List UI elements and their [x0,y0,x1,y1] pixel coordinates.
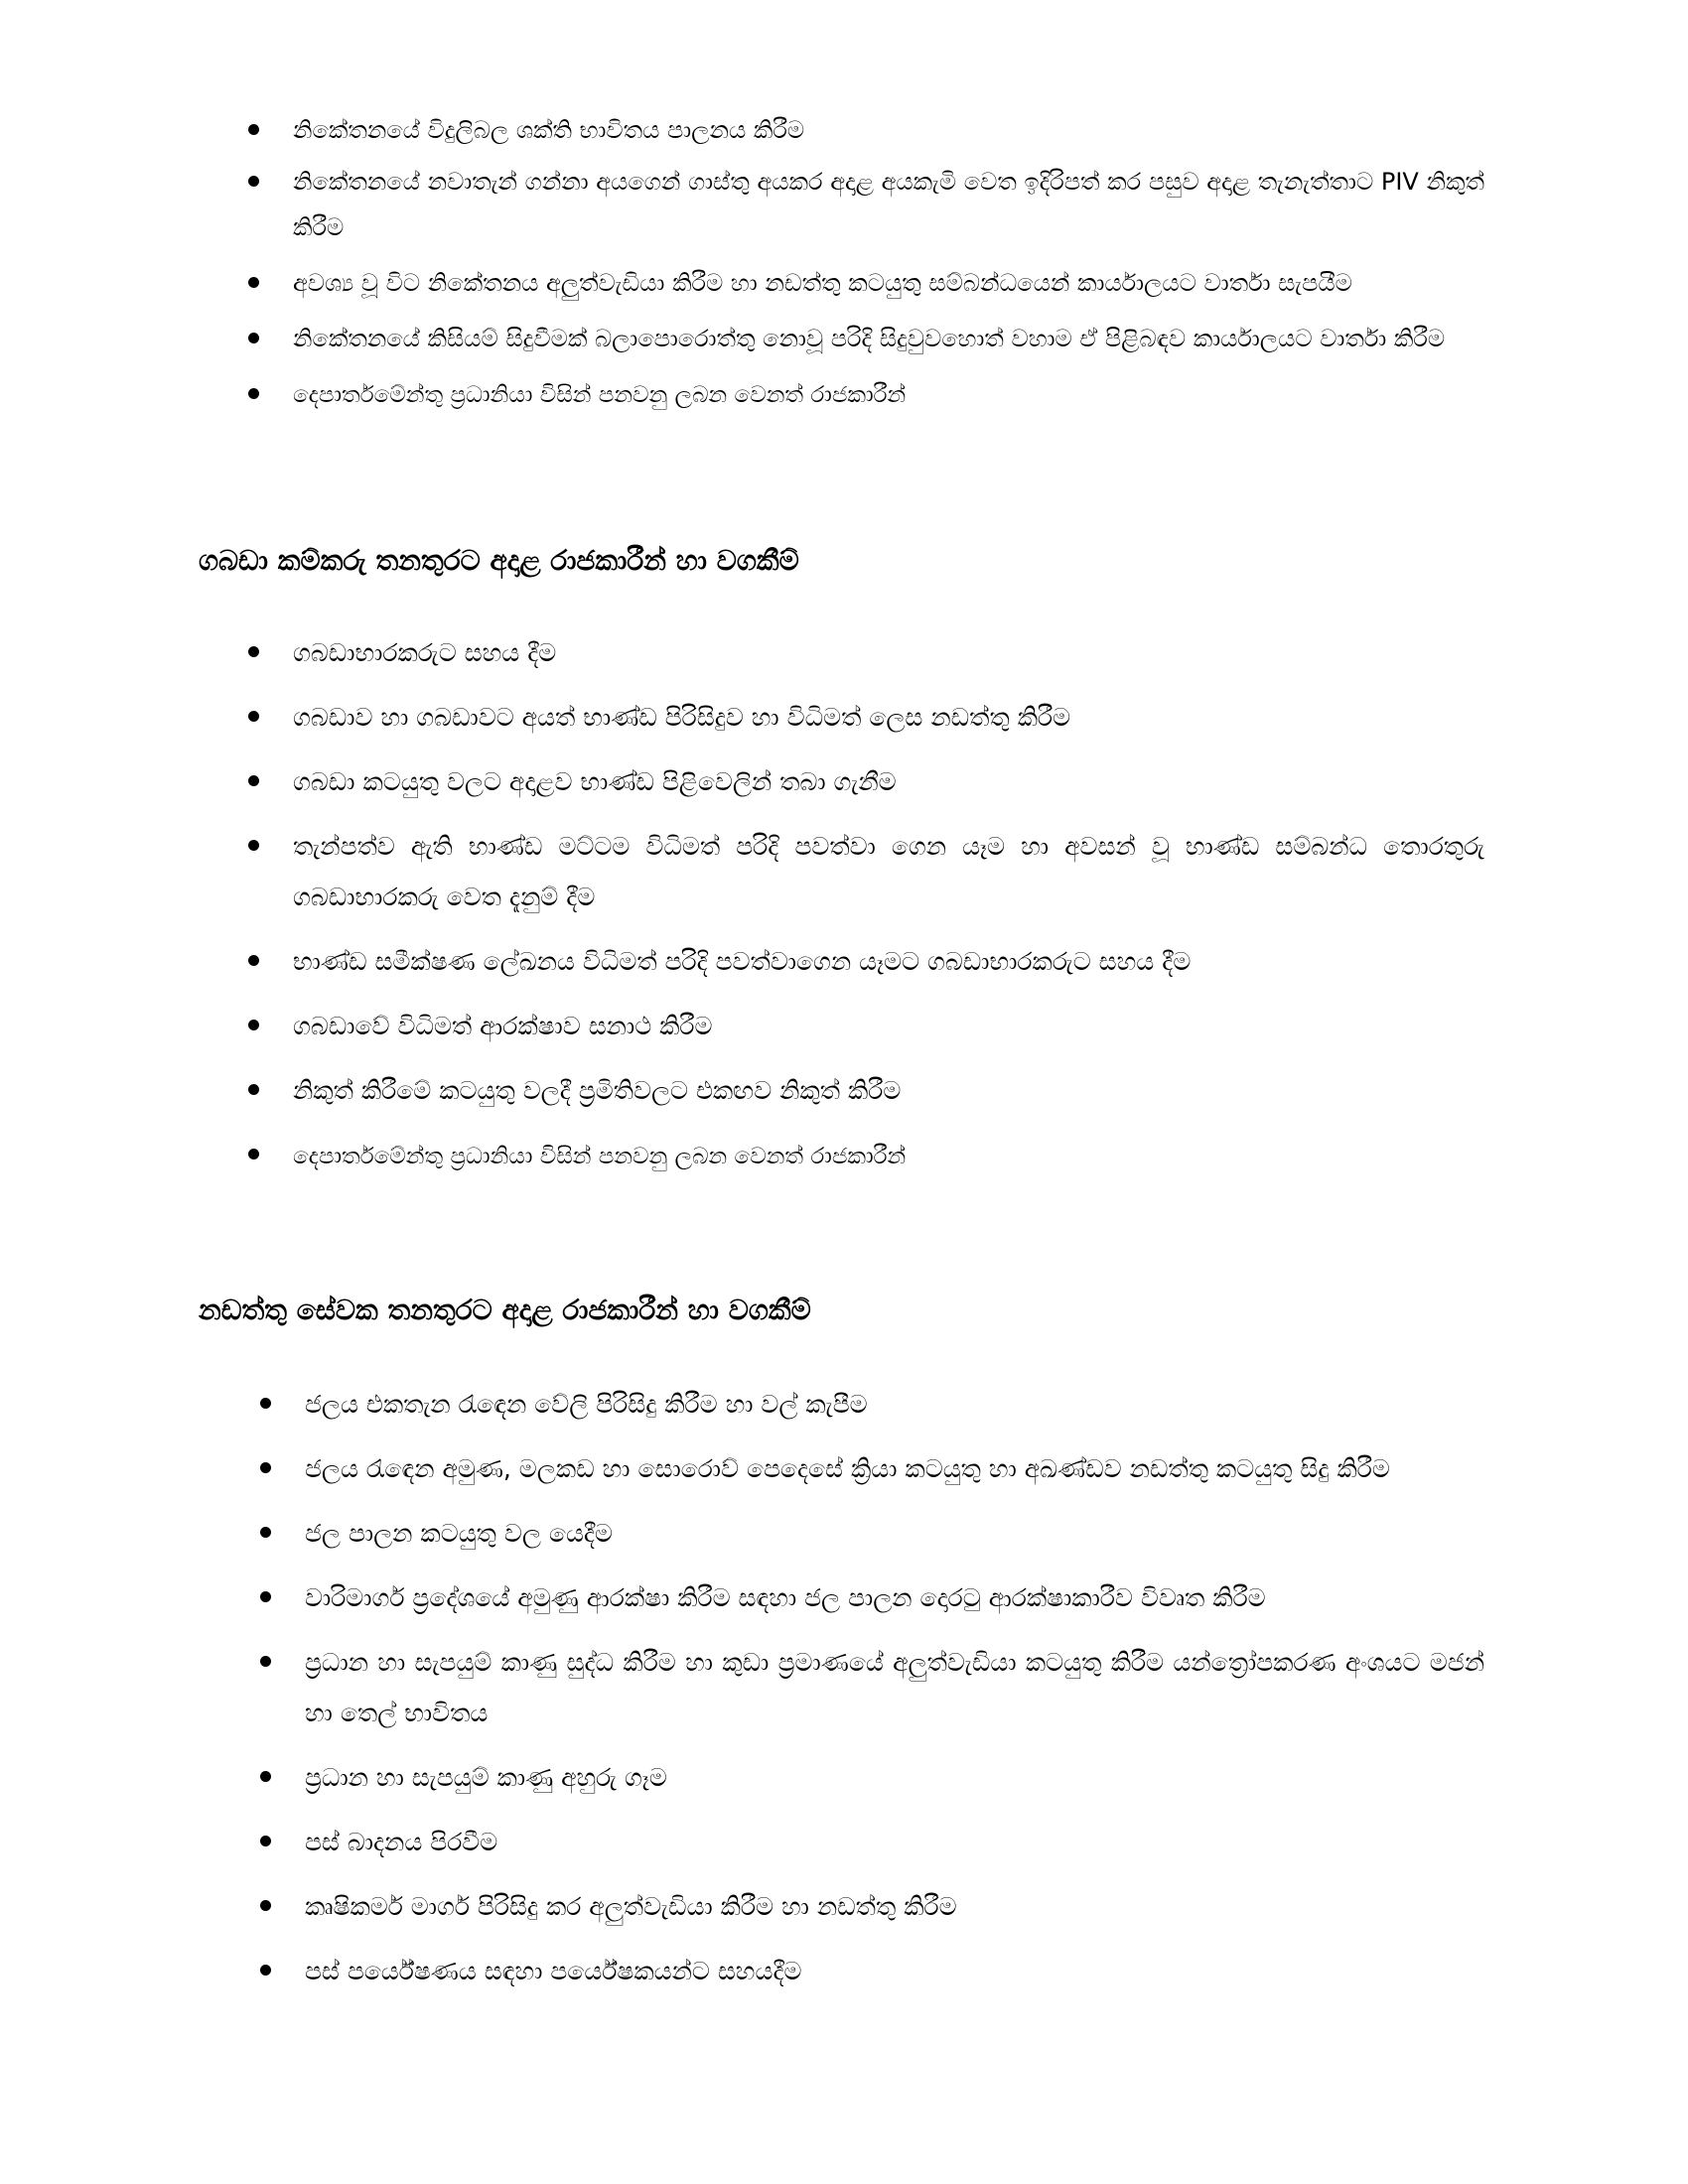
list-item-text: ජල පාලන කටයුතු වල යෙදීම [305,1519,613,1548]
list-item-text: ප්‍රධාන හා සැපයුම් කාණු සුද්ධ කිරීම හා කුඩා ප්‍රමාණයේ අලුත්වැඩියා කටයුතු කිරීම යන්ත්‍රෝපකරණ අංශයට මජන් හා තෙල් භාවිතය [305,1648,1484,1727]
list-item [248,1130,1484,1182]
list-item-text: නිකේතනයේ කිසියම් සිදුවීමක් බලාපොරොත්තු නොවූ පරිදි සිදුවුවහොත් වහාම ඒ පිළිබඳව කාර්යාලයට වාර්තා කිරීම [293,325,1446,352]
list-item [248,936,1484,987]
list-item-text: අවශ්‍ය වූ විට නිකේතනය අලුත්වැඩියා කිරීම හා නඩත්තු කටයුතු සම්බන්ධයෙන් කාර්යාලයට වාර්තා සැපයීම [293,269,1352,297]
list-item [260,1881,1484,1932]
list-item-text: කෘෂිකර්ම මාර්ග පිරිසිදු කර අලුත්වැඩියා කිරීම හා නඩත්තු කිරීම [305,1892,957,1921]
list-item-text: ප්‍රධාන හා සැපයුම් කාණු අහුරු ගෑම [305,1763,667,1792]
list-item-text: ජලය රැඳෙන අමුණ, මලකඩ හා සොරොව් පෙදෙසේ ක්‍රියා කටයුතු හා අඛණ්ඩව නඩත්තු කටයුතු සිදු කිරීම [305,1454,1390,1483]
list-item [248,756,1484,807]
list-item [248,627,1484,678]
bullet-icon [248,124,259,135]
list-item [260,1572,1484,1623]
bullet-icon [260,1527,271,1538]
list-item [248,1001,1484,1051]
list-item-text: තැන්පත්ව ඇති භාණ්ඩ මට්ටම විධිමත් පරිදි පවත්වා ගෙන යෑම හා අවසන් වූ භාණ්ඩ සම්බන්ධ තොරතුරු ගබඩාභාරකරු වෙත දැනුම් දීම [293,832,1484,911]
list-item-text: නිකේතනයේ විදුලිබල ශක්ති භාවිතය පාලනය කිරීම [293,116,805,144]
bullet-icon [260,1462,271,1473]
list-item [260,1443,1484,1494]
list-item [248,371,1484,418]
bullet-icon [248,176,259,187]
bullet-icon [260,1965,271,1976]
list-item [260,1817,1484,1867]
bullet-icon [248,646,259,657]
bullet-icon [248,775,259,786]
list-item [260,1752,1484,1803]
list-item-text: නිකේතනයේ නවාතැන් ගන්නා අයගෙන් ගාස්තු අයකර අදාළ අයකැමි වෙත ඉදිරිපත් කර පසුව අදාළ තැනැත්තාට PIV නිකුත් කිරීම [293,168,1484,241]
bullet-icon [260,1591,271,1602]
maintenance-worker-heading: නඩත්තු සේවක තනතුරට අදාළ රාජකාරීන් හා වගකීම් [199,1294,811,1326]
list-item-text: පස් බාදනය පිරවීම [305,1828,498,1856]
bullet-icon [248,840,259,851]
bullet-icon [248,1020,259,1030]
list-item [248,821,1484,922]
bullet-icon [260,1900,271,1911]
bullet-icon [260,1836,271,1846]
bullet-icon [248,711,259,722]
bullet-icon [260,1398,271,1409]
list-item-text: දෙපාර්තමේන්තු ප්‍රධානියා විසින් පනවනු ලබන වෙනත් රාජකාරීන් [293,1144,907,1169]
list-item-text: භාණ්ඩ සමීක්ෂණ ලේඛනය විධිමත් පරිදි පවත්වාගෙන යෑමට ගබඩාභාරකරුට සහය දීම [293,947,1192,976]
maintenance-duties-list [260,1379,1484,2010]
list-item [248,260,1484,306]
list-item-text: පස් පර්යේෂණය සඳහා පර්යේෂකයන්ට සහයදීම [305,1957,802,1985]
bullet-icon [248,1149,259,1160]
list-item [248,107,1484,153]
top-duties-list [248,107,1484,428]
bullet-icon [248,1084,259,1095]
list-item-text: ගබඩාවේ විධිමත් ආරක්ෂාව සනාථ කිරීම [293,1012,713,1040]
list-item-text: නිකුත් කිරීමේ කටයුතු වලදී ප්‍රමිතිවලට එකඟව නිකුත් කිරීම [293,1076,902,1105]
list-item [248,1065,1484,1116]
list-item [248,159,1484,250]
bullet-icon [260,1771,271,1782]
list-item [260,1946,1484,1996]
bullet-icon [260,1656,271,1667]
bullet-icon [248,388,259,399]
list-item-text: වාරිමාර්ග ප්‍රදේශයේ අමුණු ආරක්ෂා කිරීම සඳහා ජල පාලන දොරටු ආරක්ෂාකාරීව විවෘත කිරීම [305,1583,1266,1612]
bullet-icon [248,333,259,343]
list-item [260,1637,1484,1738]
bullet-icon [248,955,259,966]
list-item-text: ජලය එකතැන රැඳෙන වේලි පිරිසිදු කිරීම හා වල් කැපීම [305,1390,868,1419]
list-item [248,692,1484,743]
store-labourer-heading: ගබඩා කම්කරු තනතුරට අදාළ රාජකාරීන් හා වගකීම් [199,544,799,577]
list-item [260,1508,1484,1559]
list-item-text: ගබඩාභාරකරුට සහය දීම [293,638,557,667]
store-duties-list [248,627,1484,1196]
bullet-icon [248,277,259,288]
list-item [248,316,1484,361]
list-item-text: ගබඩාව හා ගබඩාවට අයත් භාණ්ඩ පිරිසිදුව හා විධිමත් ලෙස නඩත්තු කිරීම [293,703,1071,732]
list-item-text: දෙපාර්තමේන්තු ප්‍රධානියා විසින් පනවනු ලබන වෙනත් රාජකාරීන් [293,382,907,408]
list-item [260,1379,1484,1430]
list-item-text: ගබඩා කටයුතු වලට අදාළව භාණ්ඩ පිළිවෙලින් තබා ගැනීම [293,767,897,796]
